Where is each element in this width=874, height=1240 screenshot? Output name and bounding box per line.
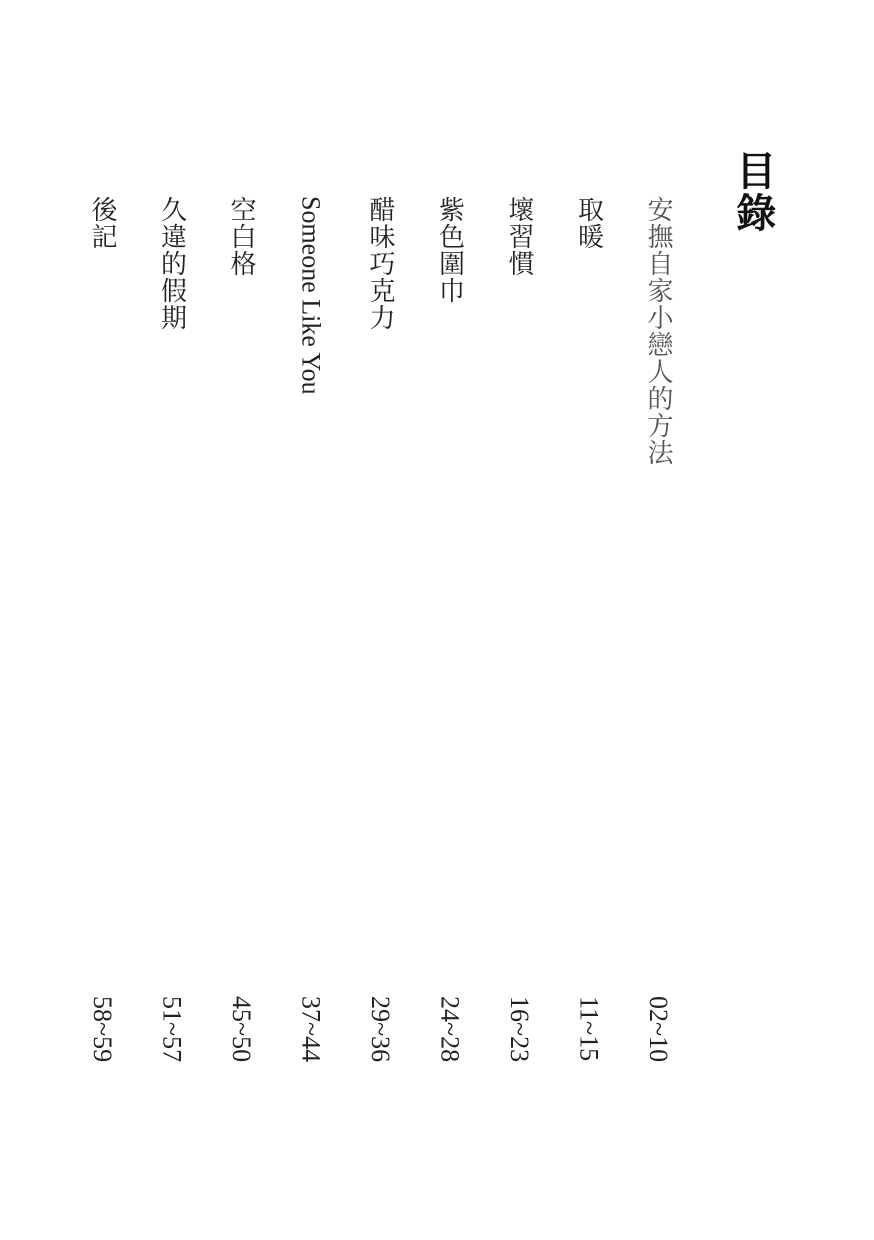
toc-entry-title: 後記 bbox=[87, 196, 117, 250]
toc-entry-title: 取暖 bbox=[573, 196, 604, 250]
toc-entry-title: Someone Like You bbox=[296, 196, 326, 395]
toc-entry-pages: 37~44 bbox=[296, 996, 326, 1063]
toc-entry-pages: 51~57 bbox=[157, 996, 187, 1063]
toc-entry-pages: 16~23 bbox=[505, 996, 534, 1063]
toc-entry[interactable] bbox=[428, 196, 472, 1076]
toc-entry-pages: 58~59 bbox=[88, 996, 117, 1063]
toc-entry[interactable] bbox=[497, 196, 541, 1076]
toc-entry-title: 安撫自家小戀人的方法 bbox=[643, 196, 673, 466]
toc-entry-pages: 29~36 bbox=[366, 996, 395, 1063]
toc-entry[interactable] bbox=[80, 196, 124, 1076]
toc-entry-title: 紫色圍巾 bbox=[434, 196, 465, 304]
toc-entry[interactable] bbox=[636, 196, 680, 1076]
toc-entry-title: 久違的假期 bbox=[156, 196, 187, 331]
toc-entry-pages: 45~50 bbox=[227, 996, 256, 1063]
toc-entry-title: 空白格 bbox=[226, 196, 256, 277]
page-title: 目錄 bbox=[729, 150, 776, 234]
toc-entry[interactable] bbox=[567, 196, 611, 1076]
toc-entry-pages: 02~10 bbox=[644, 996, 673, 1063]
toc-entry-pages: 11~15 bbox=[574, 996, 604, 1062]
toc-entry-title: 醋味巧克力 bbox=[365, 196, 395, 331]
toc-entry-title: 壞習慣 bbox=[504, 196, 534, 277]
toc-entry[interactable] bbox=[358, 196, 402, 1076]
toc-entry[interactable] bbox=[219, 196, 263, 1076]
toc-entry[interactable] bbox=[289, 196, 333, 1076]
toc-entry[interactable] bbox=[150, 196, 194, 1076]
toc-entry-pages: 24~28 bbox=[435, 996, 465, 1063]
table-of-contents bbox=[80, 196, 680, 1076]
